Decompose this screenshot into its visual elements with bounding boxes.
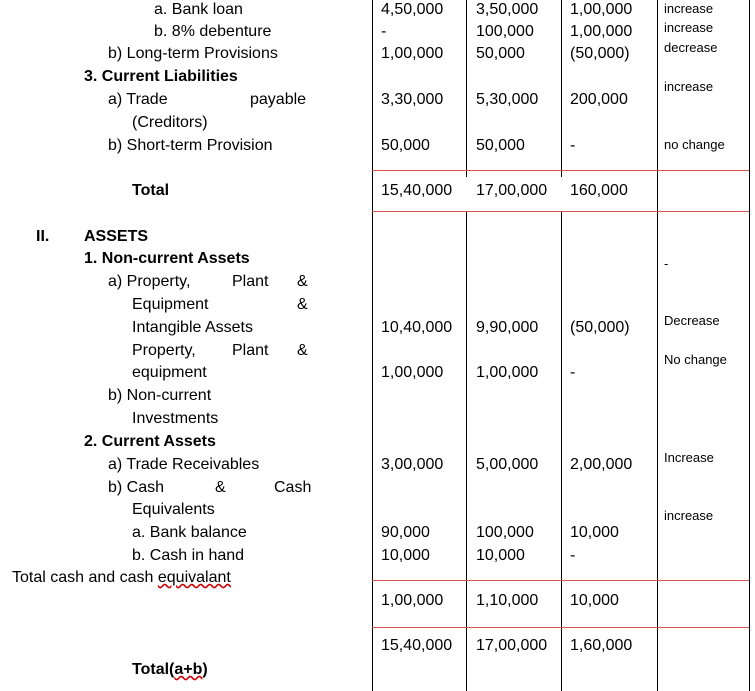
debenture-diff: 1,00,000 xyxy=(570,23,633,40)
cash-eq-label-2: Equivalents xyxy=(132,501,215,518)
cash-in-hand-label: b. Cash in hand xyxy=(132,547,245,564)
current-assets-heading: 2. Current Assets xyxy=(84,433,216,450)
grid-line-curr xyxy=(561,0,562,177)
trade-payable-note: increase xyxy=(664,79,714,94)
cash-in-hand-diff: - xyxy=(570,547,576,564)
divider-cash-total-bottom xyxy=(372,627,749,628)
grand-total-curr: 17,00,000 xyxy=(476,637,548,654)
ppe-note: Decrease xyxy=(664,313,720,328)
bank-loan-note: increase xyxy=(664,1,714,16)
cash-eq-note: increase xyxy=(664,508,714,523)
ppe2-diff: - xyxy=(570,364,576,381)
grid-line-prev-lower xyxy=(466,212,467,691)
bank-balance-curr: 100,000 xyxy=(476,524,534,541)
trade-payable-label-c: (Creditors) xyxy=(132,114,208,131)
grid-line-left xyxy=(372,0,373,691)
cash-eq-label-1c: Cash xyxy=(274,479,312,496)
noncurrent-assets-note: - xyxy=(664,256,669,271)
ppe-label-5: equipment xyxy=(132,364,207,381)
bank-loan-diff: 1,00,000 xyxy=(570,1,633,18)
st-provision-note: no change xyxy=(664,137,725,152)
debenture-curr: 100,000 xyxy=(476,23,534,40)
cash-eq-label-1a: b) Cash xyxy=(108,479,165,496)
noncurrent-investments-label-2: Investments xyxy=(132,410,219,427)
ppe2-curr: 1,00,000 xyxy=(476,364,539,381)
noncurrent-assets-heading: 1. Non-current Assets xyxy=(84,250,250,267)
ppe2-prev: 1,00,000 xyxy=(381,364,444,381)
total-cash-curr: 1,10,000 xyxy=(476,592,539,609)
bank-balance-diff: 10,000 xyxy=(570,524,619,541)
ppe-label-2c: & xyxy=(297,296,308,313)
bank-balance-prev: 90,000 xyxy=(381,524,430,541)
divider-cash-total-top xyxy=(372,580,749,581)
trade-receivables-curr: 5,00,000 xyxy=(476,456,539,473)
debenture-label: b. 8% debenture xyxy=(154,23,272,40)
grid-line-diff xyxy=(657,0,658,691)
bank-loan-curr: 3,50,000 xyxy=(476,1,539,18)
trade-payable-label-a: a) Trade xyxy=(108,91,168,108)
ppe-label-3: Intangible Assets xyxy=(132,319,253,336)
liabilities-total-curr: 17,00,000 xyxy=(476,182,548,199)
grid-line-right xyxy=(749,0,750,691)
total-cash-prev: 1,00,000 xyxy=(381,592,444,609)
trade-payable-diff: 200,000 xyxy=(570,91,628,108)
total-ab-label xyxy=(132,660,208,680)
assets-roman-numeral: II. xyxy=(36,228,50,245)
lt-provisions-label: b) Long-term Provisions xyxy=(108,45,278,62)
ppe-diff: (50,000) xyxy=(570,319,630,336)
divider-liab-total-top xyxy=(372,170,749,171)
cash-in-hand-curr: 10,000 xyxy=(476,547,525,564)
lt-provisions-note: decrease xyxy=(664,40,718,55)
ppe-label-4a: Property, xyxy=(132,342,196,359)
current-liabilities-heading: 3. Current Liabilities xyxy=(84,68,238,85)
lt-provisions-curr: 50,000 xyxy=(476,45,525,62)
ppe-prev: 10,40,000 xyxy=(381,319,453,336)
trade-payable-prev: 3,30,000 xyxy=(381,91,444,108)
ppe-label-2a: Equipment xyxy=(132,296,209,313)
liabilities-total-diff: 160,000 xyxy=(570,182,628,199)
trade-receivables-note: Increase xyxy=(664,450,714,465)
cash-eq-label-1b: & xyxy=(215,479,226,496)
noncurrent-investments-label-1: b) Non-current xyxy=(108,387,212,404)
bank-loan-prev: 4,50,000 xyxy=(381,1,444,18)
trade-payable-label-b: payable xyxy=(250,91,307,108)
debenture-prev: - xyxy=(381,23,387,40)
assets-heading: ASSETS xyxy=(84,228,149,245)
grid-line-prev xyxy=(466,0,467,177)
ppe2-note: No change xyxy=(664,352,727,367)
total-cash-label-a: Total cash and cash xyxy=(12,569,158,586)
trade-receivables-diff: 2,00,000 xyxy=(570,456,633,473)
trade-receivables-label: a) Trade Receivables xyxy=(108,456,260,473)
ppe-label-1c: & xyxy=(297,273,308,290)
liabilities-total-prev: 15,40,000 xyxy=(381,182,453,199)
cash-in-hand-prev: 10,000 xyxy=(381,547,430,564)
bank-loan-label: a. Bank loan xyxy=(154,1,243,18)
total-ab-label-b: a+b xyxy=(174,661,203,678)
trade-receivables-prev: 3,00,000 xyxy=(381,456,444,473)
liabilities-total-label: Total xyxy=(132,182,170,199)
ppe-label-4c: & xyxy=(297,342,308,359)
st-provision-label: b) Short-term Provision xyxy=(108,137,273,154)
lt-provisions-diff: (50,000) xyxy=(570,45,630,62)
debenture-note: increase xyxy=(664,20,714,35)
grand-total-prev: 15,40,000 xyxy=(381,637,453,654)
total-cash-label-b: equivalant xyxy=(157,569,231,586)
divider-liab-total-bottom xyxy=(372,211,749,212)
total-cash-label xyxy=(12,568,231,588)
grid-line-curr-lower xyxy=(561,212,562,691)
total-ab-label-c: ) xyxy=(202,661,208,678)
ppe-label-4b: Plant xyxy=(232,342,269,359)
st-provision-prev: 50,000 xyxy=(381,137,430,154)
st-provision-curr: 50,000 xyxy=(476,137,525,154)
trade-payable-curr: 5,30,000 xyxy=(476,91,539,108)
ppe-label-1a: a) Property, xyxy=(108,273,191,290)
st-provision-diff: - xyxy=(570,137,576,154)
grand-total-diff: 1,60,000 xyxy=(570,637,633,654)
total-ab-label-a: Total( xyxy=(132,661,175,678)
total-cash-diff: 10,000 xyxy=(570,592,619,609)
ppe-curr: 9,90,000 xyxy=(476,319,539,336)
lt-provisions-prev: 1,00,000 xyxy=(381,45,444,62)
ppe-label-1b: Plant xyxy=(232,273,269,290)
bank-balance-label: a. Bank balance xyxy=(132,524,247,541)
